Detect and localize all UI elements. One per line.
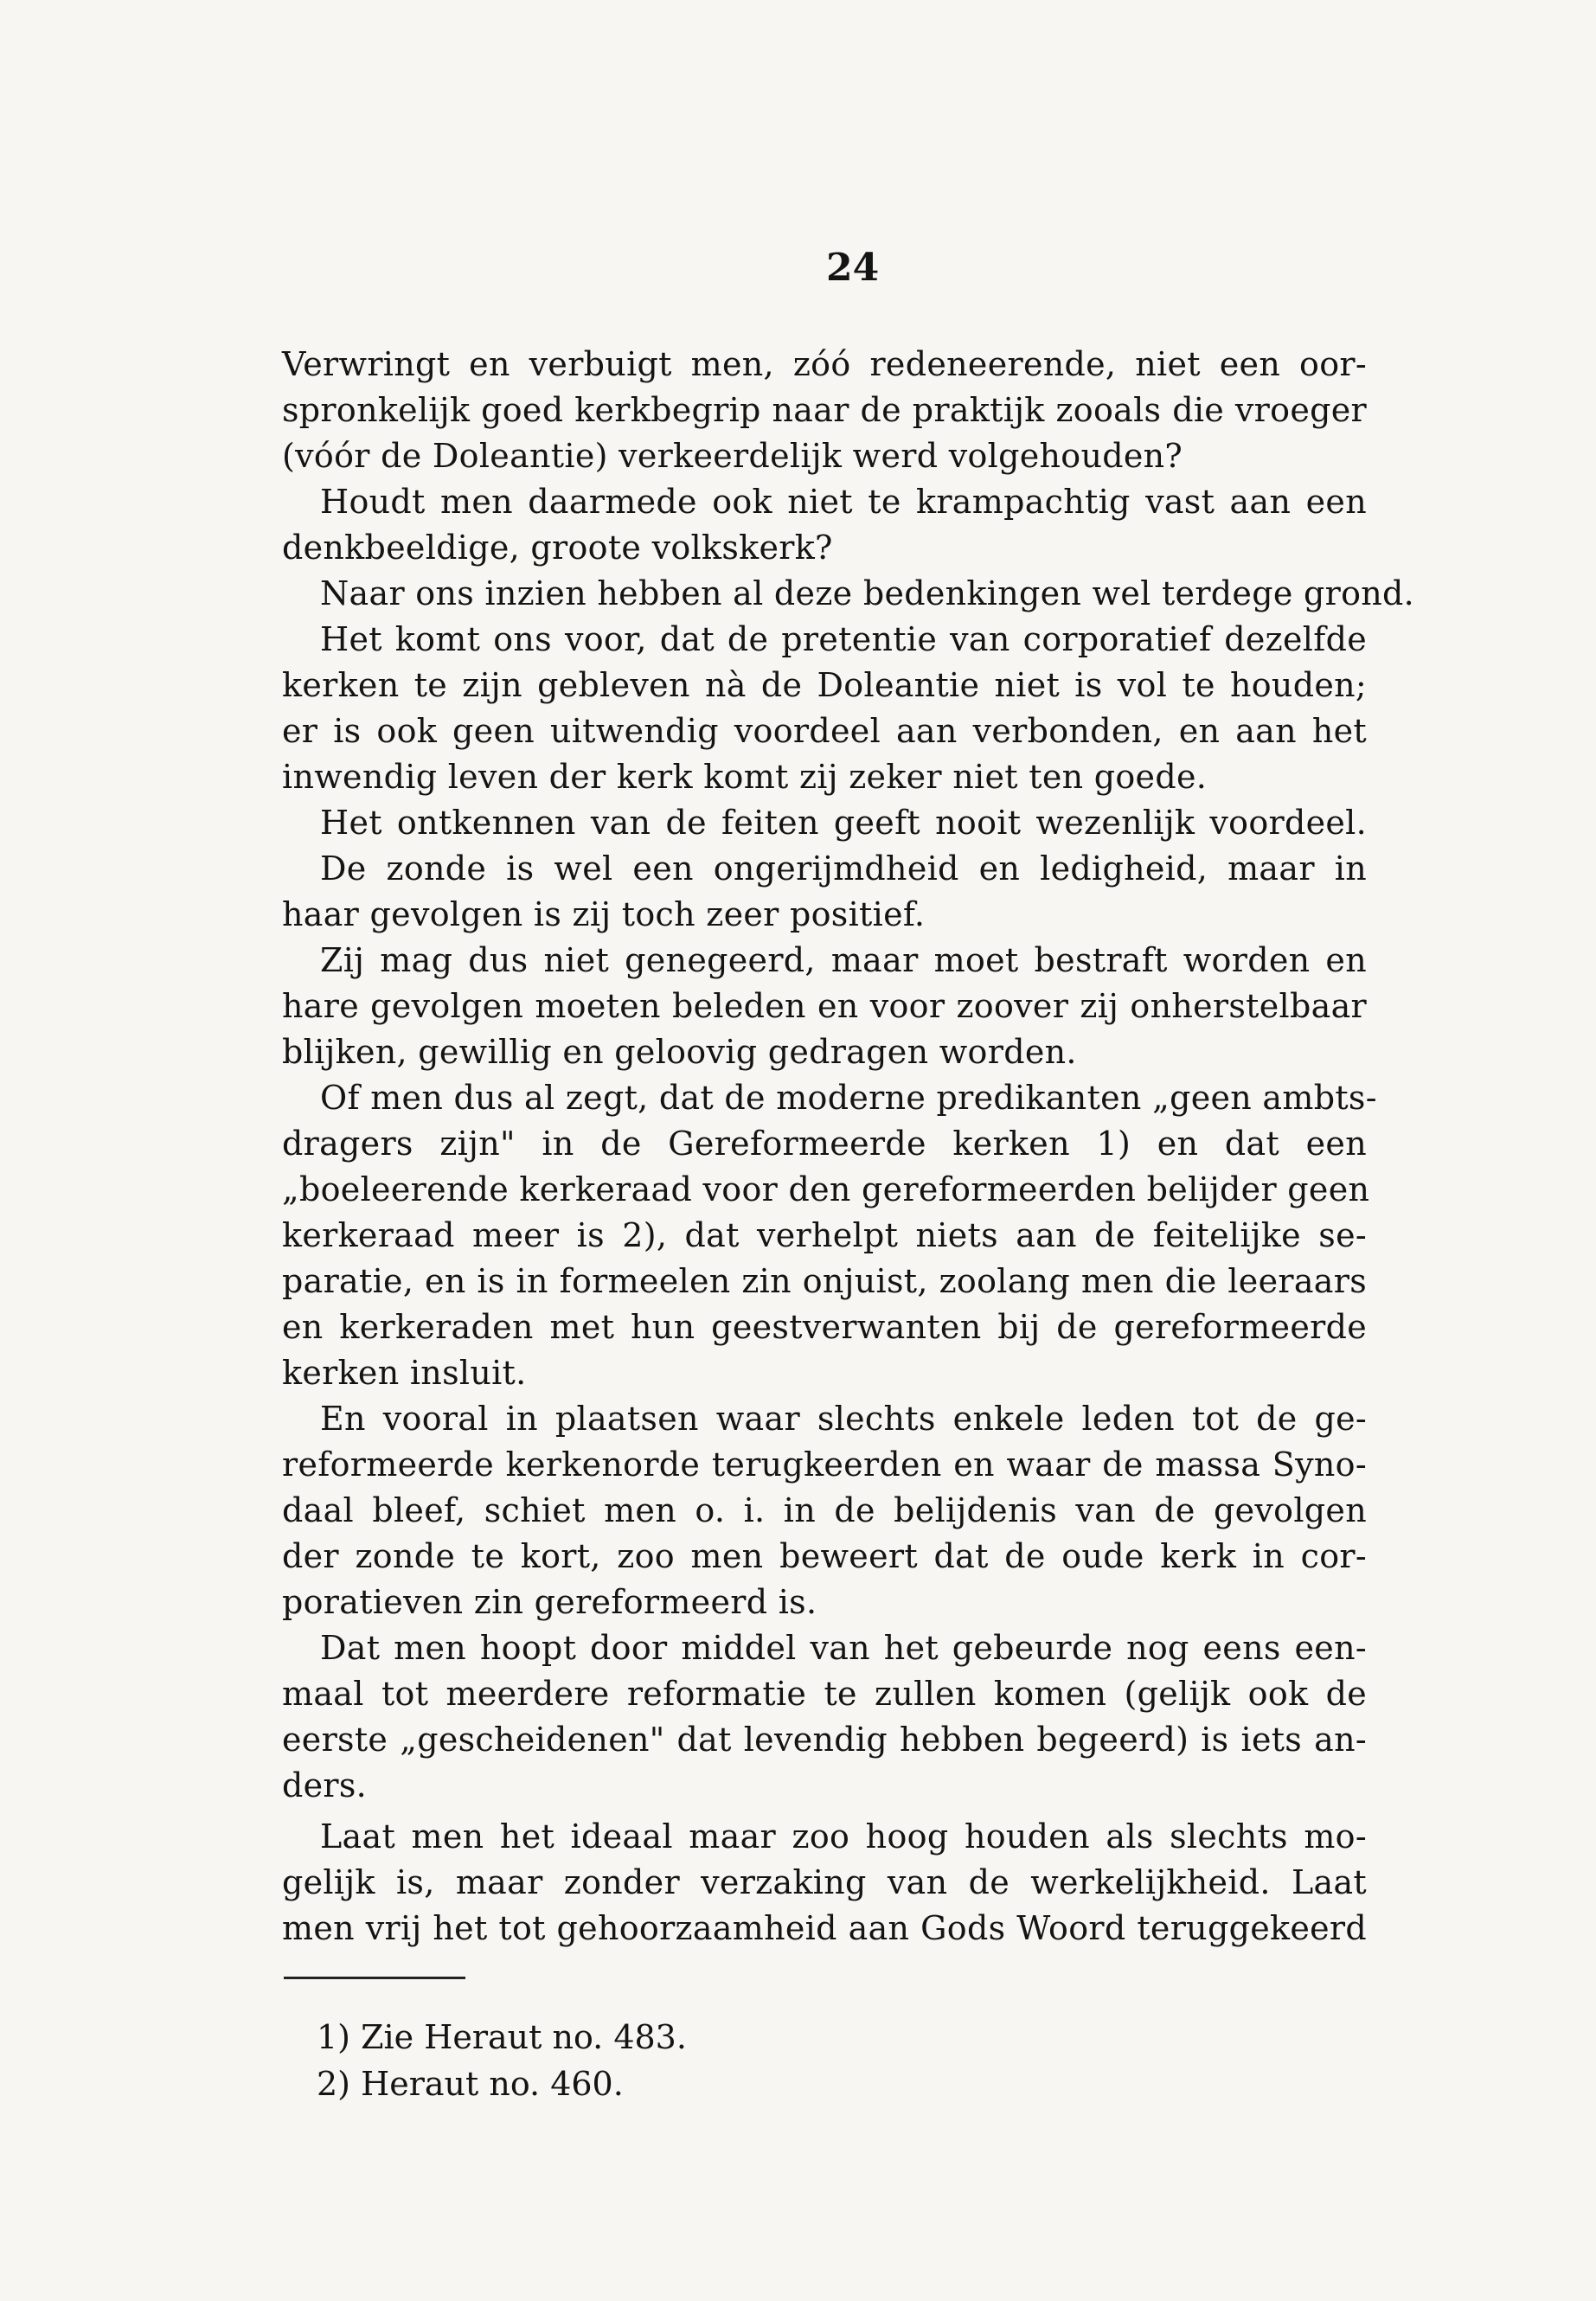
footnotes [317, 2014, 687, 2107]
text-line: er is ook geen uitwendig voordeel aan verbonden, en aan het [282, 712, 1367, 750]
text-line: daal bleef, schiet men o. i. in de belijdenis van de gevolgen [282, 1491, 1367, 1529]
text-line: paratie, en is in formeelen zin onjuist, zoolang men die leeraars [282, 1262, 1367, 1300]
text-line: eerste „gescheidenen" dat levendig hebben begeerd) is iets an- [282, 1721, 1367, 1759]
footnote: 1) Zie Heraut no. 483. [317, 2018, 687, 2056]
text-line: blijken, gewillig en geloovig gedragen worden. [282, 1033, 1077, 1071]
text-line: denkbeeldige, groote volkskerk? [282, 529, 833, 567]
page-number: 24 [826, 246, 880, 290]
text-line: kerken te zijn gebleven nà de Doleantie niet is vol te houden; [282, 666, 1367, 704]
text-line: Het ontkennen van de feiten geeft nooit wezenlijk voordeel. [320, 804, 1367, 842]
text-line: hare gevolgen moeten beleden en voor zoover zij onherstelbaar [282, 987, 1367, 1025]
text-line: reformeerde kerkenorde terugkeerden en waar de massa Syno- [282, 1445, 1367, 1484]
text-line: Of men dus al zegt, dat de moderne predikanten „geen ambts- [320, 1079, 1377, 1117]
text-line: En vooral in plaatsen waar slechts enkele leden tot de ge- [320, 1400, 1367, 1438]
text-line: maal tot meerdere reformatie te zullen komen (gelijk ook de [282, 1675, 1367, 1713]
body-text [282, 342, 1415, 1952]
text-line: en kerkeraden met hun geestverwanten bij de gereformeerde [282, 1308, 1367, 1346]
footnote-divider [284, 1977, 465, 1979]
text-line: Verwringt en verbuigt men, zóó redeneerende, niet een oor- [282, 345, 1367, 383]
text-line: „boeleerende kerkeraad voor den gereformeerden belijder geen [282, 1170, 1370, 1208]
text-line: kerkeraad meer is 2), dat verhelpt niets aan de feitelijke se- [282, 1216, 1367, 1254]
text-line: (vóór de Doleantie) verkeerdelijk werd volgehouden? [282, 437, 1183, 475]
text-line: dragers zijn" in de Gereformeerde kerken 1) en dat een [282, 1125, 1367, 1163]
footnote: 2) Heraut no. 460. [317, 2065, 624, 2103]
text-line: inwendig leven der kerk komt zij zeker niet ten goede. [282, 758, 1208, 796]
text-line: der zonde te kort, zoo men beweert dat de oude kerk in cor- [282, 1537, 1367, 1575]
text-line: men vrij het tot gehoorzaamheid aan Gods Woord teruggekeerd [282, 1909, 1367, 1947]
text-line: kerken insluit. [282, 1354, 527, 1392]
text-line: Dat men hoopt door middel van het gebeurde nog eens een- [320, 1629, 1367, 1667]
text-line: ders. [282, 1766, 368, 1804]
text-line: Houdt men daarmede ook niet te krampachtig vast aan een [320, 483, 1367, 521]
text-line: Laat men het ideaal maar zoo hoog houden als slechts mo- [320, 1817, 1367, 1856]
text-line: Het komt ons voor, dat de pretentie van corporatief dezelfde [320, 620, 1367, 658]
text-line: Naar ons inzien hebben al deze bedenkingen wel terdege grond. [320, 574, 1415, 612]
text-line: gelijk is, maar zonder verzaking van de werkelijkheid. Laat [282, 1863, 1367, 1901]
text-line: poratieven zin gereformeerd is. [282, 1583, 817, 1621]
text-line: spronkelijk goed kerkbegrip naar de praktijk zooals die vroeger [282, 391, 1367, 429]
text-line: Zij mag dus niet genegeerd, maar moet bestraft worden en [320, 941, 1367, 979]
text-line: De zonde is wel een ongerijmdheid en ledigheid, maar in [320, 849, 1367, 888]
text-line: haar gevolgen is zij toch zeer positief. [282, 895, 926, 933]
